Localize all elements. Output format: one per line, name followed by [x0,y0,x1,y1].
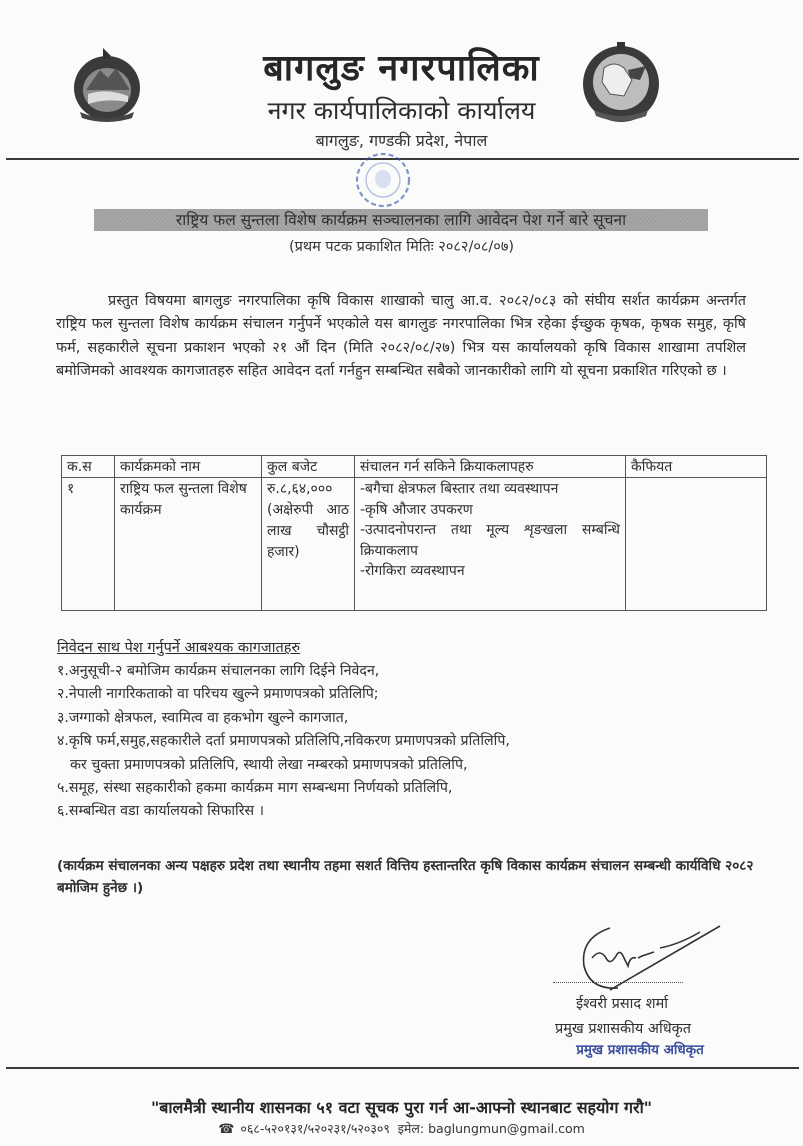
email-label: इमेल: [397,1121,425,1136]
footer-contact [0,1120,803,1137]
header-remarks: कैफियत [626,456,767,478]
cell-remarks [626,478,767,611]
required-documents-list [57,660,510,824]
published-date: (प्रथम पटक प्रकाशित मितिः २०८२/०८/०७) [288,239,515,255]
handwritten-signature [570,918,740,998]
signature-line [553,982,683,983]
program-table [61,455,767,611]
signatory-stamp: प्रमुख प्रशासकीय अधिकृत [576,1042,704,1058]
email-address[interactable]: baglungmun@gmail.com [428,1121,585,1136]
activity-item: -कृषि औजार उपकरण [360,501,473,518]
cell-program-name: राष्ट्रिय फल सुन्तला विशेष कार्यक्रम [115,478,262,611]
office-name: नगर कार्यपालिकाको कार्यालय [267,96,536,125]
document-item: २.नेपाली नागरिकताको वा परिचय खुल्ने प्रमाणपत्रको प्रतिलिपि; [57,686,379,703]
activity-item: -रोगकिरा व्यवस्थापन [360,563,465,579]
phone-numbers: ०६८-५२०१३१/५२०२३१/५२०३०९ [240,1121,390,1136]
document-item: ६.सम्बन्धित वडा कार्यालयको सिफारिस । [57,803,265,820]
document-item: १.अनुसूची-२ बमोजिम कार्यक्रम संचालनका लागि दिईने निवेदन, [57,663,380,679]
table-header-row [62,456,767,478]
signatory-title: प्रमुख प्रशासकीय अधिकृत [554,1021,692,1037]
header-sn: क.स [62,456,115,478]
required-documents-title: निवेदन साथ पेश गर्नुपर्ने आबश्यक कागजातहरु [57,640,301,656]
telephone-icon: ☎ [218,1122,235,1137]
header-activities: संचालन गर्न सकिने क्रियाकलापहरु [355,456,626,478]
budget-amount: रु.८,६४,००० [267,481,333,497]
municipality-name: बागलुङ नगरपालिका [263,48,540,89]
signatory-name: ईश्वरी प्रसाद शर्मा [575,996,669,1012]
cell-budget [262,478,355,611]
budget-in-words: (अक्षेरुपी आठ लाख चौसट्ठी हजार) [267,502,349,560]
office-seal-stamp [318,152,448,208]
activity-item: -बगैचा क्षेत्रफल बिस्तार तथा व्यवस्थापन [360,481,559,497]
procedure-note: (कार्यक्रम संचालनका अन्य पक्षहरु प्रदेश तथा स्थानीय तहमा सशर्त वित्तिय हस्तान्तरित कृषि विकास कार्यक्रम संचालन सम्बन्धी कार्यविधि २०८२ बमोजिम हुनेछ ।) [57,858,754,896]
header-program-name: कार्यक्रमको नाम [115,456,262,478]
office-address: बागलुङ, गण्डकी प्रदेश, नेपाल [315,131,488,150]
cell-activities [355,478,626,611]
document-item: ४.कृषि फर्म,समुह,सहकारीले दर्ता प्रमाणपत्रको प्रतिलिपि,नविकरण प्रमाणपत्रको प्रतिलिपि, [57,733,510,750]
notice-title: राष्ट्रिय फल सुन्तला विशेष कार्यक्रम सञ्चालनका लागि आवेदन पेश गर्ने बारे सूचना [94,209,708,231]
document-item: कर चुक्ता प्रमाणपत्रको प्रतिलिपि, स्थायी लेखा नम्बरको प्रमाणपत्रको प्रतिलिपि, [70,756,468,773]
document-item: ३.जग्गाको क्षेत्रफल, स्वामित्व वा हकभोग खुल्ने कागजात, [57,709,349,726]
footer-divider [6,1067,799,1069]
footer-slogan: "बालमैत्री स्थानीय शासनका ५१ वटा सूचक पुरा गर्न आ-आफ्नो स्थानबाट सहयोग गरौ" [150,1098,653,1117]
activity-item: -उत्पादनोपरान्त तथा मूल्य शृङखला सम्बन्धि क्रियाकलाप [360,522,620,559]
notice-body: प्रस्तुत विषयमा बागलुङ नगरपालिका कृषि विकास शाखाको चालु आ.व. २०८२/०८३ को संघीय सर्शत कार्यक्रम अन्तर्गत राष्ट्रिय फल सुन्तला विशेष कार्यक्रम संचालन गर्नुपर्ने भएकोले यस बागलुङ नगरपालिका भित्र रहेका ईच्छुक कृषक, कृषक समुह, कृषि फर्म, सहकारीले सूचना प्रकाशन भएको २१ औं दिन (मिति २०८२/०८/२७) भित्र यस कार्यालयको कृषि विकास शाखामा तपशिल बमोजिमको आवश्यक कागजातहरु सहित आवेदन दर्ता गर्नहुन सम्बन्धित सबैको जानकारीको लागि यो सूचना प्रकाशित गरिएको छ । [56,293,746,380]
header-total-budget: कुल बजेट [262,456,355,478]
table-row [62,478,767,611]
cell-sn: १ [62,478,115,611]
document-item: ५.समूह, संस्था सहकारीको हकमा कार्यक्रम माग सम्बन्धमा निर्णयको प्रतिलिपि, [57,780,453,797]
